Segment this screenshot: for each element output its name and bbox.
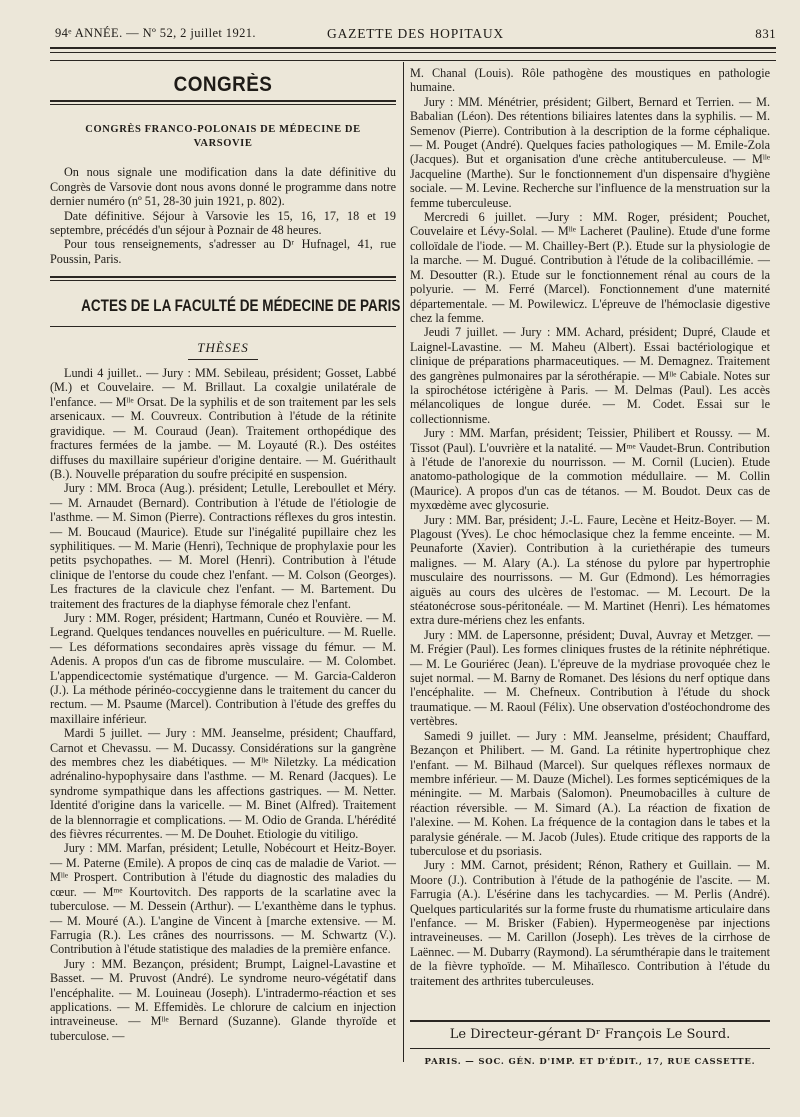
paragraph: Mardi 5 juillet. — Jury : MM. Jeanselme, président; Chauffard, Carnot et Chevassu. — M. Ducassy. Considérations sur la gangrène des membres chez les diabétiques. — Mˡˡᵉ Niletzky. La médication adrénalino-hypophysaire dans l'asthme. — M. Renard (Jacques). Le syndrome sympathique dans les affections gastriques. — M. Netter. Identité d'origine dans la varicelle. — M. Binet (Alfred). Traitement de la blennorragie et complications. — M. Odio de Granda. L'hérédité des fièvres récurrentes. — M. De Douhet. Etiologie du vitiligo. [50, 726, 396, 842]
footer-rule [410, 1020, 770, 1022]
section-rule-thin [50, 104, 396, 105]
page-number: 831 [755, 26, 776, 41]
director-signature: Le Directeur-gérant Dʳ François Le Sourd. [449, 1027, 731, 1042]
right-column [410, 66, 770, 988]
section-title-congres: CONGRÈS [173, 73, 273, 96]
paragraph: Lundi 4 juillet.. — Jury : MM. Sebileau, président; Gosset, Labbé (M.) et Couvelaire. — M. Brillaut. La coxalgie unilatérale de l'enfance. — Mˡˡᵉ Orsat. De la syphilis et de son traitement par les sels arsenicaux. — M. Couvreux. Contribution à l'étude de la rétinite gravidique. — M. Couraud (Jean). Traitement orthopédique des fractures fermées de la jambe. — M. Loyauté (R.). Des ostéites diffuses du maxillaire supérieur d'origine dentaire. — M. Guérithault (B.). Nouvelle préparation du soufre précipité en suspension. [50, 366, 396, 481]
paragraph: Samedi 9 juillet. — Jury : MM. Jeanselme, président; Chauffard, Bezançon et Philibert. — M. Gand. La rétinite hypertrophique chez l'enfant. — M. Bilhaud (Marcel). Sur quelques réflexes normaux de membre inférieur. — M. Dauze (Michel). Les formes septicémiques de la méningite. — M. Marbais (Salomon). Pneumobacilles à culture de réaction réversible. — M. Simard (A.). La réaction de fixation de l'alexine. — M. Kohen. La fréquence de la contagion dans le tabes et la paralysie générale. — M. Jacob (Jules). Etude critique des rapports de la tuberculose et du psoriasis. [410, 728, 770, 858]
section-rule [50, 100, 396, 102]
paragraph: Jury : MM. Marfan, président; Letulle, Nobécourt et Heitz-Boyer. — M. Paterne (Emile). A propos de cinq cas de maladie de Variot. — Mˡˡᵉ Prospert. Contribution à l'étude du diagnostic des maladies du cœur. — Mᵐᵉ Kourtovitch. Des rapports de la scarlatine avec la tuberculose. — M. Dessein (Arthur). — L'exanthème dans le typhus. — M. Mouré (A.). L'angine de Vincent à [marche extensive. — M. Farrugia (R.). Les crânes des nourrissons. — M. Schwartz (V.). Contribution à l'étude statistique des maladies de la première enfance. [50, 841, 396, 957]
paragraph: Mercredi 6 juillet. —Jury : MM. Roger, président; Pouchet, Couvelaire et Lévy-Solal. — Mˡˡᵉ Lacheret (Pauline). Etude d'une forme colloïdale de l'iode. — M. Chailley-Bert (P.). Etude sur la physiologie de la marche. — M. Dugué. Contribution à l'étude de la colibacillémie. — M. Desoutter (R.). Etude sur le fonctionnement rénal au cours de la polyurie. — M. Ferré (Marcel). Fonctionnement d'une maternité départementale. — M. Powilewicz. L'épreuve de l'hémoclasie digestive chez la femme. [410, 210, 770, 325]
paragraph: Jury : MM. Carnot, président; Rénon, Rathery et Guillain. — M. Moore (J.). Contribution à l'étude de la pathogénie de l'ascite. — M. Farrugia (A.). L'ésérine dans les tachycardies. — M. Perlis (André). Quelques particularités sur la forme fruste du rhumatisme articulaire dans l'enfance. — M. Brisker (Fabien). Hypermeogenèse par injections intraveineuses. — M. Carillon (Joseph). Les trèves de la cirrhose de Laënnec. — M. Dubarry (Raymond). La sérumthérapie dans le traitement de la fièvre typhoïde. — M. Mihaïlesco. Contribution à l'étude du traitement des arthrites tuberculeuses. [410, 858, 770, 988]
theses-heading: THÈSES [197, 339, 249, 355]
paragraph: Date définitive. Séjour à Varsovie les 15, 16, 17, 18 et 19 septembre, précédés d'un séjour à Poznair de 48 heures. [50, 208, 396, 238]
paragraph: Jury : MM. de Lapersonne, président; Duval, Auvray et Metzger. — M. Frégier (Paul). Les formes cliniques frustes de la rétinite néphrétique. — M. Le Gouriérec (Jean). L'épreuve de la mydriase provoquée chez le sujet normal. — M. Barny de Romanet. Des lésions du nerf optique dans l'encéphalite. — M. Chefneux. Contribution à l'étude du shock traumatique. — M. Raoul (Félix). Une observation d'ostéochondrome des vertèbres. [410, 627, 770, 729]
section-rule [50, 276, 396, 278]
short-rule [188, 359, 258, 360]
paragraph: Jury : MM. Marfan, président; Teissier, Philibert et Roussy. — M. Tissot (Paul). L'ouvrière et la natalité. — Mᵐᵉ Vaudet-Brun. Contribution à l'étude de l'anorexie du nourrisson. — M. Cornil (Lucien). Etude anatomo-pathologique de la commotion médullaire. — M. Collin (Maurice). A propos d'un cas de tétanos. — M. Boudot. Deux cas de myxœdème avec glycosurie. [410, 426, 770, 513]
paragraph: On nous signale une modification dans la date définitive du Congrès de Varsovie dont nous avons donné le programme dans notre dernier numéro (nº 51, 28-30 juin 1921, p. 802). [50, 165, 396, 209]
paragraph: Jeudi 7 juillet. — Jury : MM. Achard, président; Dupré, Claude et Laignel-Lavastine. — M. Maheu (Albert). Essai bactériologique et clinique de préparations pharmaceutiques. — M. Demagnez. Traitement des gangrènes pulmonaires par la sérothérapie. — Mˡˡᵉ Cabiale. Notes sur la spirochétose ictérigène à Paris. — M. Delmas (Paul). Les accès mélancoliques de longue durée. — M. Codet. Essai sur le collectionnisme. [410, 325, 770, 426]
header-rule-thin [50, 52, 776, 53]
journal-title: GAZETTE DES HOPITAUX [327, 26, 504, 41]
running-header [55, 22, 776, 42]
paragraph: Pour tous renseignements, s'adresser au Dʳ Hufnagel, 41, rue Poussin, Paris. [50, 237, 396, 266]
issue-line: 94ᵉ ANNÉE. — Nº 52, 2 juillet 1921. [55, 26, 256, 40]
section-rule-thin [50, 326, 396, 327]
section-rule-thin [50, 280, 396, 281]
left-column [50, 66, 401, 1043]
printer-imprint: PARIS. — SOC. GÉN. D'IMP. ET D'ÉDIT., 17, RUE CASSETTE. [410, 1048, 770, 1067]
header-rule [50, 47, 776, 49]
paragraph: Jury : MM. Broca (Aug.). président; Letulle, Lereboullet et Méry. — M. Arnaudet (Bernard). Contribution à l'étude de l'étiologie de l'asthme. — M. Simon (Pierre). Contractions réflexes du gros intestin. — M. Boucaud (Maurice). Etude sur l'inégalité pupillaire chez les syphilitiques. — M. Marie (Henri), Technique de prophylaxie pour les petits psychopathes. — M. Morel (Henri). Contribution à l'étude clinique de l'entorse du coude chez l'enfant. — M. Colson (Georges). Les fractures de la clavicule chez l'enfant. — M. Bartement. Du traitement des fractures de la diaphyse fémorale chez l'enfant. [50, 481, 396, 611]
column-divider [403, 62, 404, 1062]
paragraph: M. Chanal (Louis). Rôle pathogène des moustiques en pathologie humaine. [410, 66, 770, 95]
paragraph: Jury : MM. Bar, président; J.-L. Faure, Lecène et Heitz-Boyer. — M. Plagoust (Yves). Le choc hémoclasique chez la femme enceinte. — M. Peunaforte (Xavier). Contribution à la curiethérapie des tumeurs malignes. — M. Alary (A.). La sténose du pylore par hypertrophie musculaire des nourrissons. — M. Gur (Edmond). Les hémorragies aiguës au cours des ulcères de l'estomac. — M. Lecourt. De la stéatonécrose sous-péritonéale. — M. Martinet (Henri). Les hématomes extra dure-mériens chez les enfants. [410, 512, 770, 628]
paragraph: Jury : MM. Bezançon, président; Brumpt, Laignel-Lavastine et Basset. — M. Pruvost (André). Le syndrome neuro-végétatif dans l'encéphalite. — M. Louineau (Joseph). L'intradermo-réaction et ses applications. — M. Effemidès. Le chlorure de calcium en injection intraveineuse. — Mˡˡᵉ Bernard (Suzanne). Glande thyroïde et tuberculose. — [50, 956, 396, 1043]
header-rule-lower [50, 60, 776, 61]
paragraph: Jury : MM. Ménétrier, président; Gilbert, Bernard et Terrien. — M. Babalian (Léon). Des rétentions biliaires latentes dans la syphilis. — M. Semenov (Pierre). Contribution à la description de la forme céphalique. — M. Pouget (André). Quelques facies pathologiques — M. Emile-Zola (Jacques). But et organisation d'une crèche antituberculeuse. — Mˡˡᵉ Jacqueline (Marthe). Sur le fonctionnement d'un dispensaire d'hygiène sociale. — M. Levine. Recherche sur l'influence de la menstruation sur la femme tuberculeuse. [410, 94, 770, 210]
paragraph: Jury : MM. Roger, président; Hartmann, Cunéo et Rouvière. — M. Legrand. Quelques tendances nouvelles en puériculture. — M. Ruelle. — Les déformations secondaires après vissage du fémur. — M. Adenis. A propos d'un cas de fibrome musculaire. — M. Colombet. L'appendicectomie systématique d'urgence. — M. Garcia-Calderon (J.). La méthode périnéo-coccygienne dans le traitement du cancer du rectum. — M. Psaume (Marcel). Contribution à l'étude des greffes du maxillaire inférieur. [50, 610, 396, 726]
section-title-faculte: ACTES DE LA FACULTÉ DE MÉDECINE DE PARIS [81, 297, 401, 316]
congress-subheading: CONGRÈS FRANCO-POLONAIS DE MÉDECINE DE VARSOVIE [85, 124, 361, 150]
footer [410, 1027, 770, 1067]
